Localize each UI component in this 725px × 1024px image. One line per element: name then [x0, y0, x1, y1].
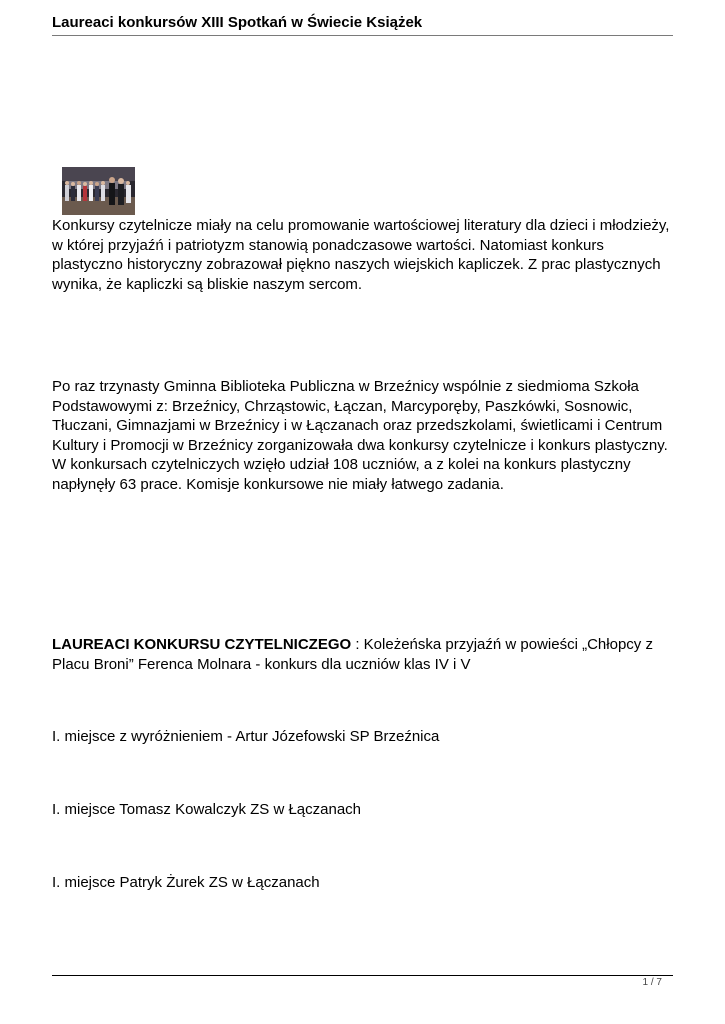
page-number: 1 / 7	[642, 977, 662, 988]
footer-divider	[52, 975, 673, 976]
laureates-heading-bold: LAUREACI KONKURSU CZYTELNICZEGO	[52, 636, 352, 653]
winner-item: I. miejsce Tomasz Kowalczyk ZS w Łączanach	[52, 801, 362, 818]
winner-item: I. miejsce z wyróżnieniem - Artur Józefowski SP Brzeźnica	[52, 728, 440, 745]
header-divider	[52, 35, 673, 36]
award-ceremony-photo[interactable]	[62, 167, 135, 215]
laureates-heading	[52, 635, 677, 674]
intro-paragraph: Konkursy czytelnicze miały na celu promowanie wartościowej literatury dla dzieci i młodzieży, w której przyjaźń i patriotyzm stanowią ponadczasowe wartości. Natomiast konkurs plastyczno historyczny zobrazował piękno naszych wiejskich kapliczek. Z prac plastycznych wynika, że kapliczki są bliskie naszym sercom.	[52, 217, 670, 293]
main-paragraph: Po raz trzynasty Gminna Biblioteka Publiczna w Brzeźnicy wspólnie z siedmioma Szkoła Podstawowymi z: Brzeźnicy, Chrząstowic, Łączan, Marcyporęby, Paszkówki, Sosnowic, Tłuczani, Gimnazjami w Brzeźnicy i w Łączanach oraz przedszkolami, świetlicami i Centrum Kultury i Promocji w Brzeźnicy zorganizowała dwa konkursy czytelnicze i konkurs plastyczny. W konkursach czytelniczych wzięło udział 108 uczniów, a z kolei na konkurs plastyczny napłynęły 63 prace. Komisje konkursowe nie miały łatwego zadania.	[52, 378, 668, 493]
laureates-heading-text: : Koleżeńska przyjaźń w powieści „Chłopcy z Placu Broni” Ferenca Molnara - konkurs dla uczniów klas IV i V	[52, 636, 653, 673]
winner-item: I. miejsce Patryk Żurek ZS w Łączanach	[52, 874, 320, 891]
page-title: Laureaci konkursów XIII Spotkań w Świecie Książek	[52, 14, 423, 31]
